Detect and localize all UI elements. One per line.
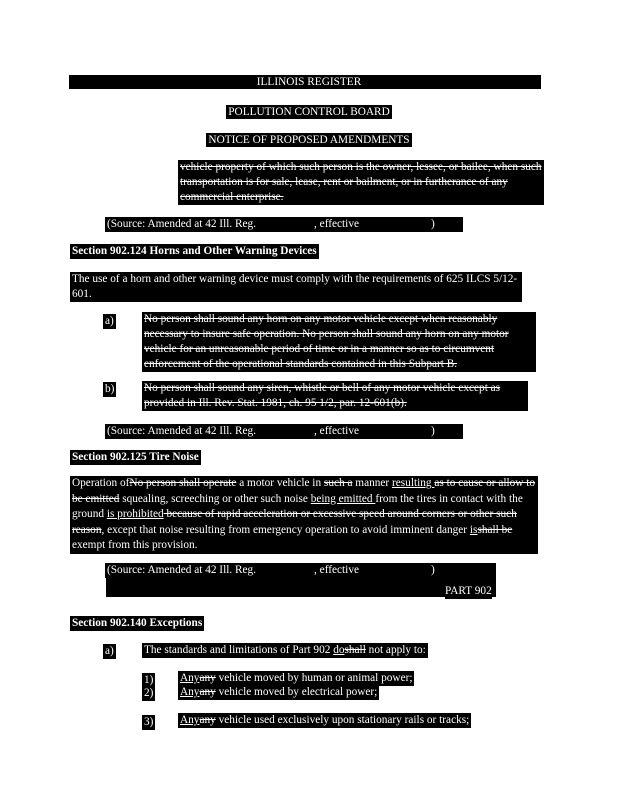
exception-item-2 (178, 685, 379, 700)
struck-text: such a (323, 477, 353, 489)
struck-text: shall be (477, 523, 513, 536)
source-prefix: (Source: Amended at 42 Ill. Reg. (107, 564, 257, 576)
text-run: a motor vehicle in (236, 477, 324, 489)
struck-text: any (199, 672, 216, 684)
source-prefix: (Source: Amended at 42 Ill. Reg. (107, 425, 257, 437)
inserted-text: being emitted (310, 492, 376, 505)
text-run: , except that noise resulting from emergency operation to avoid imminent danger (101, 523, 470, 536)
register-title (0, 75, 618, 90)
text-run: exempt from this provision. (72, 539, 198, 551)
section-140-title: Section 902.140 Exceptions (72, 617, 203, 629)
source-close: ) (430, 425, 435, 437)
exception-item-3 (178, 713, 471, 728)
source-close: ) (430, 218, 435, 230)
continuation-text: vehicle property of which such person is the owner, lessee, or bailee, when such transportation is for sale, lease, rent or bailment, or in furtherance of any commercial enterprise. (178, 160, 544, 205)
exception-item-1-label: 1) (144, 674, 154, 686)
struck-text: any (199, 714, 216, 726)
board-title (0, 105, 618, 120)
struck-text: any (199, 686, 216, 698)
inserted-text: resulting (392, 477, 435, 489)
inserted-text: Any (180, 686, 200, 698)
section-124-b-text: No person shall sound any siren, whistle or bell of any motor vehicle except as provided in Ill. Rev. Stat. 1981, ch. 95 1/2, par. 12-601(b). (142, 381, 528, 411)
struck-text: because of rapid acceleration or excessive speed around corners or other such reason (72, 508, 517, 536)
section-125-paragraph (70, 476, 538, 554)
exception-item-3-label: 3) (144, 716, 154, 728)
notice-title (0, 133, 618, 148)
source-note-2 (105, 424, 463, 439)
section-140-a-text (142, 643, 428, 658)
text-run: not apply to: (365, 644, 426, 656)
struck-text: as to cause or allow to be emitted (72, 477, 536, 505)
text-run: from the tires in contact with the ground (72, 492, 523, 520)
inserted-text: Any (180, 672, 200, 684)
source-note-3 (105, 563, 463, 578)
text-run: The standards and limitations of Part 902 (144, 644, 334, 656)
section-124-a-text: No person shall sound any horn on any motor vehicle except when reasonably necessary to insure safe operation. No person shall sound any horn on any motor vehicle for an unreasonable period of time or in a manner so as to circumvent enforcement of the operational standards contained in this Subpart B. (142, 312, 536, 372)
exception-item-2-label: 2) (144, 687, 154, 699)
inserted-text: is prohibited (106, 508, 164, 520)
text-run: vehicle moved by human or animal power; (215, 672, 413, 684)
inserted-text: Any (180, 714, 200, 726)
source-close: ) (430, 564, 435, 576)
register-title-text: ILLINOIS REGISTER (256, 76, 362, 88)
section-124-intro: The use of a horn and other warning device must comply with the requirements of 625 ILCS 5/12-601. (70, 272, 522, 302)
inserted-text: is (469, 523, 478, 536)
text-run: Operation of (72, 477, 130, 489)
source-effective: , effective (314, 425, 359, 437)
struck-text: No person shall operate (129, 477, 237, 489)
part-label: PART 902 (445, 585, 492, 597)
inserted-text: do (333, 644, 345, 656)
section-125-title: Section 902.125 Tire Noise (72, 451, 199, 463)
text-run: vehicle used exclusively upon stationary rails or tracks; (215, 714, 470, 726)
section-124-title: Section 902.124 Horns and Other Warning Devices (72, 245, 317, 257)
text-run: manner (352, 477, 392, 489)
text-run: squealing, screeching or other such noise (119, 492, 311, 505)
exception-item-1 (178, 671, 414, 686)
section-140-a-label: a) (105, 645, 114, 657)
notice-title-text: NOTICE OF PROPOSED AMENDMENTS (208, 134, 410, 146)
source-prefix: (Source: Amended at 42 Ill. Reg. (107, 218, 257, 230)
source-effective: , effective (314, 564, 359, 576)
source-note-1 (105, 217, 463, 232)
section-124-b-label: b) (105, 383, 115, 395)
board-title-text: POLLUTION CONTROL BOARD (228, 106, 390, 118)
section-124-a-label: a) (105, 315, 114, 327)
text-run: vehicle moved by electrical power; (215, 686, 378, 698)
struck-text: shall (344, 644, 366, 656)
source-effective: , effective (314, 218, 359, 230)
